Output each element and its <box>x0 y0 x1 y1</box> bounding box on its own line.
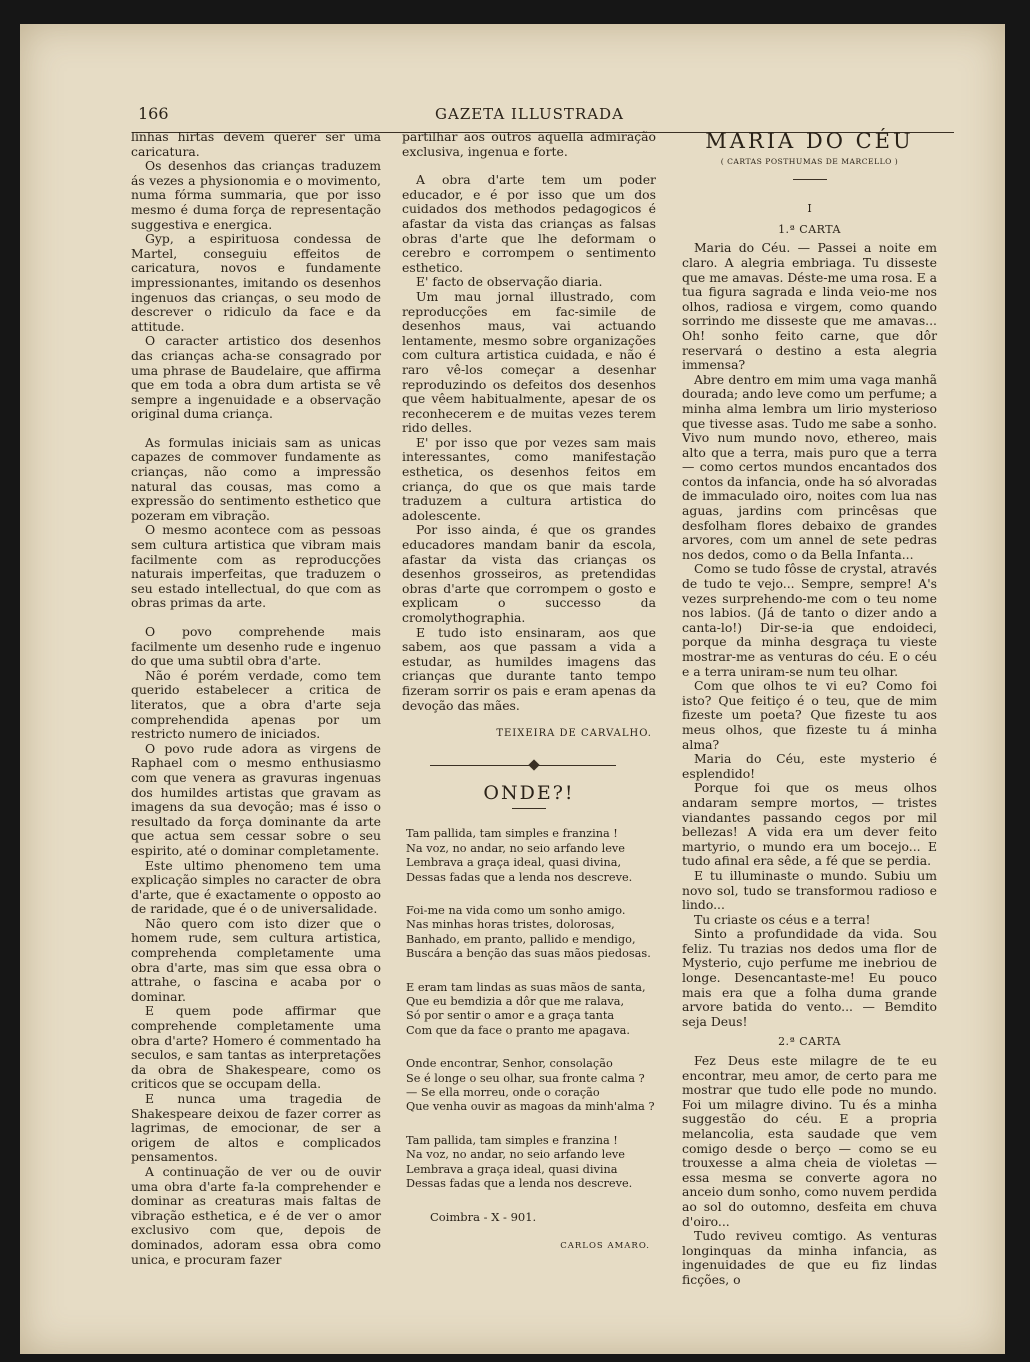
diamond-ornament-icon <box>528 759 539 770</box>
verse-line: Lembrava a graça ideal, quasi divina <box>406 1162 618 1176</box>
verse-line: Que eu bemdizia a dôr que me ralava, <box>406 995 625 1008</box>
paragraph: E tu illuminaste o mundo. Subiu um novo sol, tudo se transformou radioso e lindo... <box>682 867 937 913</box>
paragraph: Fez Deus este milagre de te eu encontrar, meu amor, de certo para me mostrar que tudo elle pode no mundo. Foi um milagre divino. Tu és a minha suggestão do céu. E a propria melancolia, esta saudade que vem comigo desde o berço — como se eu trouxesse a alma cheia de violetas — essa mesma se converte agora no anceio dum sonho, como nuvem perdida ao sol do outomno, desfeita em chuva d'oiro... <box>682 1053 937 1229</box>
section-divider <box>402 758 656 772</box>
article-signature: TEIXEIRA DE CARVALHO. <box>496 728 652 740</box>
verse-line: Onde encontrar, Senhor, consolação <box>406 1057 613 1071</box>
paragraph: E' facto de observação diaria. <box>416 274 603 290</box>
verse-line: Tam pallida, tam simples e franzina ! <box>406 1133 618 1147</box>
paragraph: Com que olhos te vi eu? Como foi isto? Que feitiço é o teu, que de mim fizeste um poeta? Que fizeste tu aos meus olhos, que fizeste tu á minha alma? <box>682 678 937 752</box>
verse-line: Dessas fadas que a lenda nos descreve. <box>406 1177 633 1191</box>
paragraph: partilhar aos outros aquella admiração exclusiva, ingenua e forte. <box>402 129 656 159</box>
poem-stanza <box>402 1134 656 1192</box>
story-title: MARIA DO CÉU <box>705 129 914 153</box>
paragraph: Maria do Céu. — Passei a noite em claro. A alegria embriaga. Tu disseste que me amavas. Déste-me uma rosa. E a tua figura sagrada e linda veio-me nos olhos, radiosa e virgem, como quando sorrindo me disseste que me amavas... Oh! sonho feito carne, que dôr reservará o destino a esta alegria immensa? <box>682 240 937 373</box>
verse-line: E eram tam lindas as suas mãos de santa, <box>406 980 646 994</box>
poem-stanza <box>402 981 656 1039</box>
paragraph: Os desenhos das crianças traduzem ás vezes a physionomia e o movimento, numa fórma summaria, que por isso mesmo é duma força de representação suggestiva e energica. <box>131 158 381 232</box>
paragraph: Não é porém verdade, como tem querido estabelecer a critica de literatos, que a obra d'arte seja comprehendida apenas por um restricto numero de iniciados. <box>131 667 381 742</box>
paragraph: Este ultimo phenomeno tem uma explicação simples no caracter de obra d'arte, que é exactamente o opposto ao de raridade, que é o de universalidade. <box>131 857 381 917</box>
paragraph: Tu criaste os céus e a terra! <box>694 911 871 927</box>
paragraph: A obra d'arte tem um poder educador, e é por isso que um dos cuidados dos methodos pedagogicos é afastar da vista das crianças as falsas obras d'arte que lhe deformam o cerebro e corrompem o sentimento esthetico. <box>402 172 656 275</box>
verse-line: Banhado, em pranto, pallido e mendigo, <box>406 932 636 946</box>
column-1 <box>131 130 381 1267</box>
paragraph: Porque foi que os meus olhos andaram sempre mortos, — tristes viandantes passando cegos por mil bellezas! A vida era um dever feito martyrio, o mundo era um bocejo... E tudo afinal era sêde, a fé que se perdia. <box>682 780 937 869</box>
paragraph: O caracter artistico dos desenhos das crianças acha-se consagrado por uma phrase de Baudelaire, que affirma que em toda a obra dum artista se vê sempre a ingenuidade e a observação original duma criança. <box>131 333 381 422</box>
paragraph: Por isso ainda, é que os grandes educadores mandam banir da escola, afastar da vista das crianças os desenhos grosseiros, as pretendidas obras d'arte que corrompem o gosto e explicam o successo da cromolythographia. <box>402 522 656 625</box>
paragraph: O povo comprehende mais facilmente um desenho rude e ingenuo do que uma subtil obra d'arte. <box>131 624 381 669</box>
paragraph: linhas hirtas devem querer ser uma caricatura. <box>131 129 381 159</box>
poem-stanza <box>402 827 656 885</box>
letter-heading: 1.ª CARTA <box>778 222 841 236</box>
paragraph: A continuação de ver ou de ouvir uma obra d'arte fa-la comprehender e dominar as creaturas mais faltas de vibração esthetica, e é de ver o amor exclusivo com que, depois de dominados, adoram essa obra como unica, e procuram fazer <box>131 1163 381 1267</box>
paragraph: As formulas iniciais sam as unicas capazes de commover fundamente as crianças, não como a impressão natural das cousas, mas como a expressão do sentimento esthetico que pozeram em vibração. <box>131 434 381 523</box>
paragraph: Sinto a profundidade da vida. Sou feliz. Tu trazias nos dedos uma flor de Mysterio, cujo perfume me inebriou de longe. Desencantaste-me! Eu pouco mais era que a folha duma grande arvore batida do vento... — Bemdito seja Deus! <box>682 926 937 1029</box>
verse-line: Que venha ouvir as magoas da minh'alma ? <box>406 1100 655 1114</box>
column-2 <box>402 130 656 1254</box>
poem-title: ONDE?! <box>483 781 575 804</box>
verse-line: Dessas fadas que a lenda nos descreve. <box>406 870 633 884</box>
verse-line: Foi-me na vida como um sonho amigo. <box>406 903 626 917</box>
verse-line: Na voz, no andar, no seio arfando leve <box>406 841 625 855</box>
title-rule <box>793 179 827 180</box>
verse-line: Com que da face o pranto me apagava. <box>406 1023 630 1037</box>
page-header-title: GAZETA ILLUSTRADA <box>435 105 624 123</box>
paragraph: O mesmo acontece com as pessoas sem cultura artistica que vibram mais facilmente com as reproducções naturais imperfeitas, que traduzem o seu estado intellectual, do que com as obras primas da arte. <box>131 522 381 611</box>
paragraph: E' por isso que por vezes sam mais interessantes, como manifestação esthetica, os desenhos feitos em criança, do que os que mais tarde traduzem a cultura artistica do adolescente. <box>402 434 656 523</box>
paragraph: Maria do Céu, este mysterio é esplendido! <box>682 751 937 781</box>
story-subtitle: ( CARTAS POSTHUMAS DE MARCELLO ) <box>720 156 899 166</box>
page-number: 166 <box>138 104 169 123</box>
letter-heading: 2.ª CARTA <box>778 1035 841 1049</box>
section-number: I <box>807 202 812 216</box>
paragraph: Gyp, a espirituosa condessa de Martel, conseguiu effeitos de caricatura, novos e fundamente impressionantes, imitando os desenhos ingenuos das crianças, o seu modo de descrever o ridiculo da face e da attitude. <box>131 231 381 334</box>
poem-place-date: Coimbra - X - 901. <box>430 1210 537 1225</box>
verse-line: Lembrava a graça ideal, quasi divina, <box>406 856 622 870</box>
verse-line: Se é longe o seu olhar, sua fronte calma ? <box>406 1071 645 1085</box>
verse-line: Nas minhas horas tristes, dolorosas, <box>406 918 615 932</box>
verse-line: Na voz, no andar, no seio arfando leve <box>406 1148 625 1162</box>
title-rule <box>512 808 546 809</box>
column-3 <box>682 130 937 1288</box>
poem-stanza <box>402 1057 656 1115</box>
poem-stanza <box>402 904 656 962</box>
paragraph: Abre dentro em mim uma vaga manhã dourada; ando leve como um perfume; a minha alma lembra um lirio mysterioso que tivesse asas. Tudo me sabe a sonho. Vivo num mundo novo, ethereo, mais alto que a terra, mais puro que a terra — como certos mundos encantados dos contos da infancia, onde ha só alvoradas de immaculado oiro, noites com lua nas aguas, jardins com princêsas que desfolham flores debaixo de grandes arvores, com um annel de sete pedras nos dedos, como o da Bella Infanta... <box>682 371 937 562</box>
verse-line: Tam pallida, tam simples e franzina ! <box>406 827 618 841</box>
verse-line: Buscára a benção das suas mãos piedosas. <box>406 947 651 961</box>
paragraph: Um mau jornal illustrado, com reproducções em fac-simile de desenhos maus, vai actuando lentamente, mesmo sobre organizações com cultura artistica cuidada, e não é raro vê-los começar a desenhar reproduzindo os defeitos dos desenhos que vêem habitualmente, apesar de os reconhecerem e de muitas vezes terem rido delles. <box>402 288 656 436</box>
paragraph: E tudo isto ensinaram, aos que sabem, aos que passam a vida a estudar, as humildes imagens das crianças que durante tanto tempo fizeram sorrir os pais e eram apenas da devoção das mães. <box>402 624 656 713</box>
paragraph: E nunca uma tragedia de Shakespeare deixou de fazer correr as lagrimas, de emocionar, de ser a origem de altos e complicados pensamentos. <box>131 1091 381 1165</box>
verse-line: — Se ella morreu, onde o coração <box>406 1086 600 1100</box>
paragraph: Como se tudo fôsse de crystal, através de tudo te vejo... Sempre, sempre! A's vezes surprehendo-me com o teu nome nos labios. (Já de tanto o dizer ando a canta-lo!) Dir-se-ia que endoideci, porque da minha desgraça tu vieste mostrar-me as venturas do céu. E o céu e a terra uniram-se num teu olhar. <box>682 561 937 679</box>
verse-line: Só por sentir o amor e a graça tanta <box>406 1009 615 1023</box>
paragraph: Não quero com isto dizer que o homem rude, sem cultura artistica, comprehenda completamente uma obra d'arte, mas sim que essa obra o attrahe, o fascina e acaba por o dominar. <box>131 915 381 1004</box>
paragraph: Tudo reviveu comtigo. As venturas longinquas da minha infancia, as ingenuidades de que eu fiz lindas ficções, o <box>682 1228 937 1287</box>
paragraph: E quem pode affirmar que comprehende completamente uma obra d'arte? Homero é commentado ha seculos, e sam tantas as interpretações da obra de Shakespeare, como os criticos que se occupam della. <box>131 1003 381 1092</box>
poem-author: CARLOS AMARO. <box>560 1241 650 1252</box>
paragraph: O povo rude adora as virgens de Raphael com o mesmo enthusiasmo com que venera as gravuras ingenuas dos humildes artistas que gravam as imagens da sua devoção; mas é isso o resultado da força dominante da arte que actua sem cessar sobre o seu espirito, até o dominar completamente. <box>131 740 381 858</box>
